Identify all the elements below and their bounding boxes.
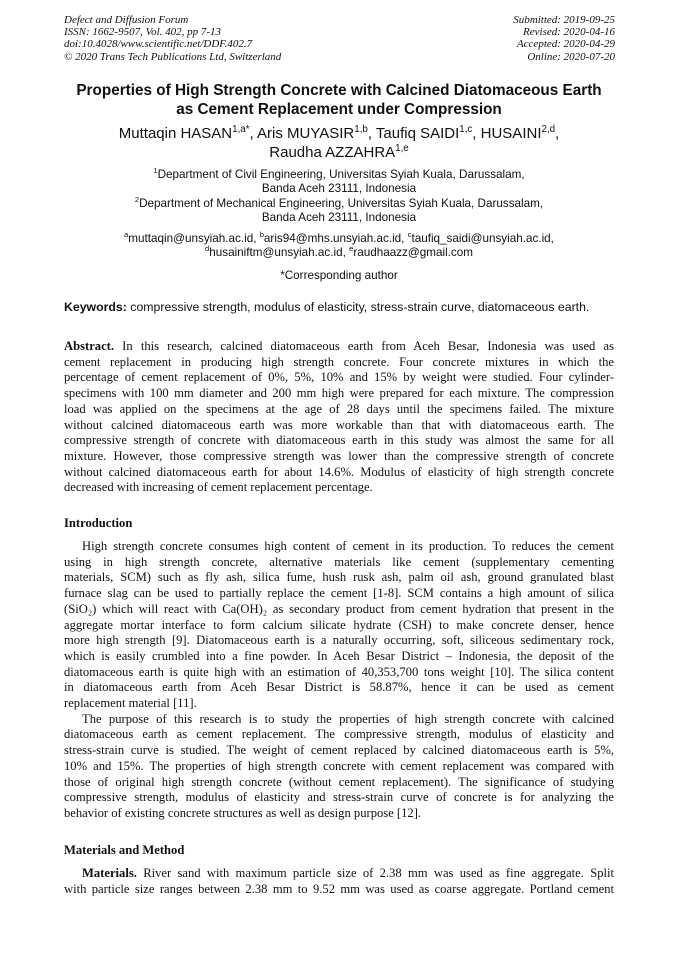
submission-dates [513, 14, 615, 63]
header-line: Accepted: 2020-04-29 [516, 38, 615, 51]
text-line: compressive strength, modulus of elasticity and stress-strain curve of concrete is for analyzing the [64, 790, 614, 805]
text-line: furnace slag can be used to partially replace the cement [1-8]. SCM contains a high amount of silica [64, 586, 614, 601]
author-affil-mark: 1,a* [232, 124, 250, 135]
author-emails [40, 232, 638, 261]
abstract-line: cement replacement in producing high strength concrete. Four concrete mixtures in which the [64, 354, 614, 369]
header-line: Defect and Diffusion Forum [64, 14, 189, 26]
keywords [64, 300, 614, 316]
affiliation-mark: 1 [153, 166, 158, 176]
author-affil-mark: 1,c [459, 124, 473, 135]
title-line: as Cement Replacement under Compression [176, 101, 502, 118]
email-mark: c [407, 230, 412, 240]
text-line [64, 866, 614, 882]
materials-label: Materials. [82, 866, 137, 880]
abstract-line: compressive strength of concrete with diatomaceous earth in this study was almost the same for all [64, 433, 614, 448]
text-line: more high strength [9]. Diatomaceous earth is a naturally occurring, soft, siliceous sedimentary rock, [64, 633, 614, 648]
author-affil-mark: 2,d [541, 124, 556, 135]
text-line: those of original high strength concrete (without cement replacement). The significance of studying [64, 774, 614, 789]
text-line: using in high strength concrete, alternative materials like cement (supplementary cementing [64, 554, 614, 569]
text-line: which is easily crumbled into a fine powder. In Aceh Besar District – Indonesia, the deposit of the [64, 648, 614, 663]
affiliation-text: Banda Aceh 23111, Indonesia [261, 182, 417, 196]
materials-text: River sand with maximum particle size of 2.38 mm was used as fine aggregate. Split [136, 866, 614, 880]
section-heading-materials-method: Materials and Method [64, 843, 185, 857]
author-name: Taufiq SAIDI [375, 125, 460, 142]
author-separator: , [555, 125, 560, 142]
abstract-label: Abstract. [64, 339, 115, 353]
header-line: © 2020 Trans Tech Publications Ltd, Switzerland [64, 50, 282, 63]
keywords-label: Keywords: [64, 300, 127, 314]
header-line: Submitted: 2019-09-25 [513, 14, 615, 26]
text-line: stress-strain curve is studied. The weight of cement replaced by calcined diatomaceous earth is 5%, [64, 743, 614, 758]
author-name: Raudha AZZAHRA [269, 143, 396, 161]
email-line [40, 232, 638, 246]
text-line: High strength concrete consumes high content of cement in its production. To reduces the cement [82, 539, 614, 553]
abstract-line: decreased with increasing of cement replacement percentage. [64, 480, 373, 495]
text-line: diatomaceous earth is quite high with an estimation of 40,353,700 tons weight [10]. The silica content [64, 664, 614, 679]
header-line: Online: 2020-07-20 [527, 50, 615, 63]
paragraph [64, 712, 614, 822]
author-list [40, 125, 638, 162]
corresponding-note: *Corresponding author [280, 269, 398, 282]
text-line: replacement material [11]. [64, 696, 197, 711]
paragraph [64, 539, 614, 712]
author [376, 125, 481, 142]
affiliation-line [40, 182, 638, 196]
email-address: raudhaazz@gmail.com [353, 246, 474, 260]
abstract-line: load was applied on the specimens at the age of 28 days until the specimens failed. The mixture [64, 401, 614, 416]
abstract-line: without calcined diatomaceous earth for about 14.6%. Modulus of elasticity of high strength concrete [64, 464, 614, 479]
text-line: in diatomaceous earth from Aceh Besar District is 58.87%, hence it can be used as cement [64, 680, 614, 695]
text-line: diatomaceous earth as cement replacement. The compressive strength, modulus of elasticity and [64, 727, 614, 742]
author-separator: , [472, 125, 481, 142]
materials-body [64, 866, 614, 897]
email-mark: a [124, 230, 129, 240]
author-separator: , [249, 125, 258, 142]
text-line: The purpose of this research is to study the properties of high strength concrete with calcined [82, 711, 614, 726]
abstract-line [64, 339, 614, 355]
author [257, 125, 376, 142]
journal-info [64, 14, 281, 63]
author-name: Muttaqin HASAN [118, 125, 233, 142]
affiliation-line [40, 194, 638, 211]
affiliation-line [40, 211, 638, 225]
author [481, 125, 560, 142]
affiliation-text: Department of Mechanical Engineering, Universitas Syiah Kuala, Darussalam, [139, 196, 544, 210]
title-line: Properties of High Strength Concrete with Calcined Diatomaceous Earth [76, 82, 602, 99]
text-line: behavior of existing concrete structures as well as design purpose [12]. [64, 805, 422, 820]
author-affil-mark: 1,e [395, 142, 409, 154]
affiliation-mark: 2 [134, 194, 140, 204]
paper-title [40, 81, 638, 119]
author-name: HUSAINI [480, 125, 542, 142]
header-line: Revised: 2020-04-16 [523, 26, 615, 39]
text-line: aggregate mortar interface to form calcium silicate hydrate (CSH) to make concrete denser, hence [64, 617, 614, 632]
email-address: muttaqin@unsyiah.ac.id, [128, 232, 260, 245]
text-line: materials, SCM) such as fly ash, silica fume, hush rusk ash, palm oil ash, ground granulated blast [64, 570, 614, 585]
affiliation-line [40, 168, 638, 182]
author-affil-mark: 1,b [354, 124, 368, 135]
email-mark: b [259, 230, 264, 240]
text-line: (SiO₂) which will react with Ca(OH)₂ as secondary product from cement hydration that present in the [64, 601, 614, 616]
email-mark: d [204, 244, 210, 254]
affiliation-text: Banda Aceh 23111, Indonesia [261, 210, 417, 224]
affiliations [40, 168, 638, 225]
email-line [40, 246, 638, 260]
affiliation-text: Department of Civil Engineering, Universitas Syiah Kuala, Darussalam, [157, 168, 525, 181]
introduction-body [64, 539, 614, 822]
header-line: doi:10.4028/www.scientific.net/DDF.402.7 [64, 38, 253, 51]
abstract-line: percentage of cement replacement of 0%, 5%, 10% and 15% by weight were studied. Four cylinder- [64, 370, 614, 385]
abstract-line: mixture. However, those compressive strength was lower than the compressive strength of concrete [64, 448, 614, 463]
email-address: husainiftm@unsyiah.ac.id, [209, 246, 350, 260]
header-line: ISSN: 1662-9507, Vol. 402, pp 7-13 [64, 26, 222, 39]
author [119, 125, 257, 142]
author [269, 144, 408, 161]
author-name: Aris MUYASIR [257, 125, 355, 142]
author-separator: , [367, 125, 376, 142]
text-line: 10% and 15%. The properties of high strength concrete with cement replacement was compared with [64, 758, 614, 773]
section-heading-introduction: Introduction [64, 516, 133, 530]
text-line: with particle size ranges between 2.38 mm to 9.52 mm was used as coarse aggregate. Portland cement [64, 881, 614, 896]
keywords-text: compressive strength, modulus of elasticity, stress-strain curve, diatomaceous earth. [126, 300, 590, 314]
abstract-line: without calcined diatomaceous earth was more workable than that with diatomaceous earth. The [64, 417, 614, 432]
abstract-text: In this research, calcined diatomaceous earth from Aceh Besar, Indonesia was used as [114, 339, 614, 353]
abstract [64, 339, 614, 496]
email-address: aris94@mhs.unsyiah.ac.id, [263, 232, 408, 245]
abstract-line: specimens with 100 mm diameter and 200 mm high were prepared for each mixture. The compression [64, 386, 614, 401]
email-address: taufiq_saidi@unsyiah.ac.id, [411, 232, 554, 245]
email-mark: e [349, 244, 354, 254]
